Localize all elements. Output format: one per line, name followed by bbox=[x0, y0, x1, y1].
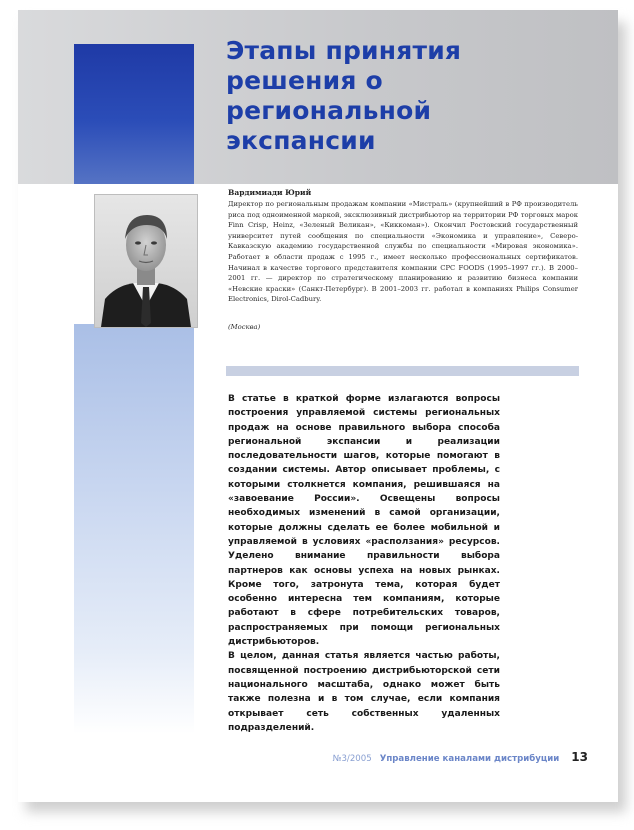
abstract-paragraph-2: В целом, данная статья является частью работы, посвященной построению дистрибьюторской сети национального масштаба, однако может быть также полезна и в том случае, если компания открывает сеть собственных удаленных подразделений. bbox=[228, 651, 500, 733]
author-city: (Москва) bbox=[228, 323, 261, 331]
accent-column-bottom bbox=[74, 324, 194, 734]
author-name: Вардимиади Юрий bbox=[228, 188, 312, 197]
journal-title: Управление каналами дистрибуции bbox=[379, 754, 560, 764]
author-bio: Директор по региональным продажам компании «Мистраль» (крупнейший в РФ производитель риса под одноименной маркой, эксклюзивный дистрибьютор на территории РФ торговых марок Finn Crisp, Heinz, «Зеленый Великан», «Киккоман»). Окончил Ростовский государственный университет путей сообщения по специальности «Экономика и управление», Северо-Кавказскую академию государственной службы по специальности «Мировая экономика». Работает в области продаж с 1995 г., имеет несколько профессиональных сертификатов. Начинал в качестве торгового представителя компании CPC FOODS (1995–1997 гг.). В 2000–2001 гг. — директор по стратегическому планированию и развитию бизнеса компании «Невские краски» (Санкт-Петербург). В 2001–2003 гг. работал в компаниях Philips Consumer Electronics, Dirol-Cadbury. bbox=[228, 200, 578, 304]
author-photo bbox=[94, 194, 198, 328]
article-abstract bbox=[228, 392, 500, 735]
page-number: 13 bbox=[571, 750, 588, 764]
page-footer bbox=[320, 750, 588, 764]
magazine-page bbox=[18, 10, 618, 802]
author-portrait-image bbox=[95, 195, 197, 327]
article-title-line-1: Этапы принятия bbox=[226, 36, 462, 65]
article-title-line-2: решения о региональной bbox=[226, 66, 432, 125]
accent-column-top bbox=[74, 44, 194, 184]
section-divider-bar bbox=[226, 366, 579, 376]
issue-number: №3/2005 bbox=[332, 754, 372, 764]
article-title bbox=[226, 36, 596, 156]
abstract-paragraph-1: В статье в краткой форме излагаются вопросы построения управляемой системы региональных продаж на основе правильного выбора способа региональной экспансии и реализации последовательности шагов, которые помогают в создании системы. Автор описывает проблемы, с которыми столкнется компания, решившаяся на «завоевание России». Освещены вопросы необходимых изменений в самой организации, которые должны сделать ее более мобильной и управляемой в условиях «расползания» ресурсов. Уделено внимание правильности выбора партнеров как основы успеха на новых рынках. Кроме того, затронута тема, которая будет особенно интересна тем компаниям, которые работают в сфере потребительских товаров, распространяемых при помощи региональных дистрибьюторов. bbox=[228, 394, 500, 648]
article-title-line-3: экспансии bbox=[226, 126, 376, 155]
